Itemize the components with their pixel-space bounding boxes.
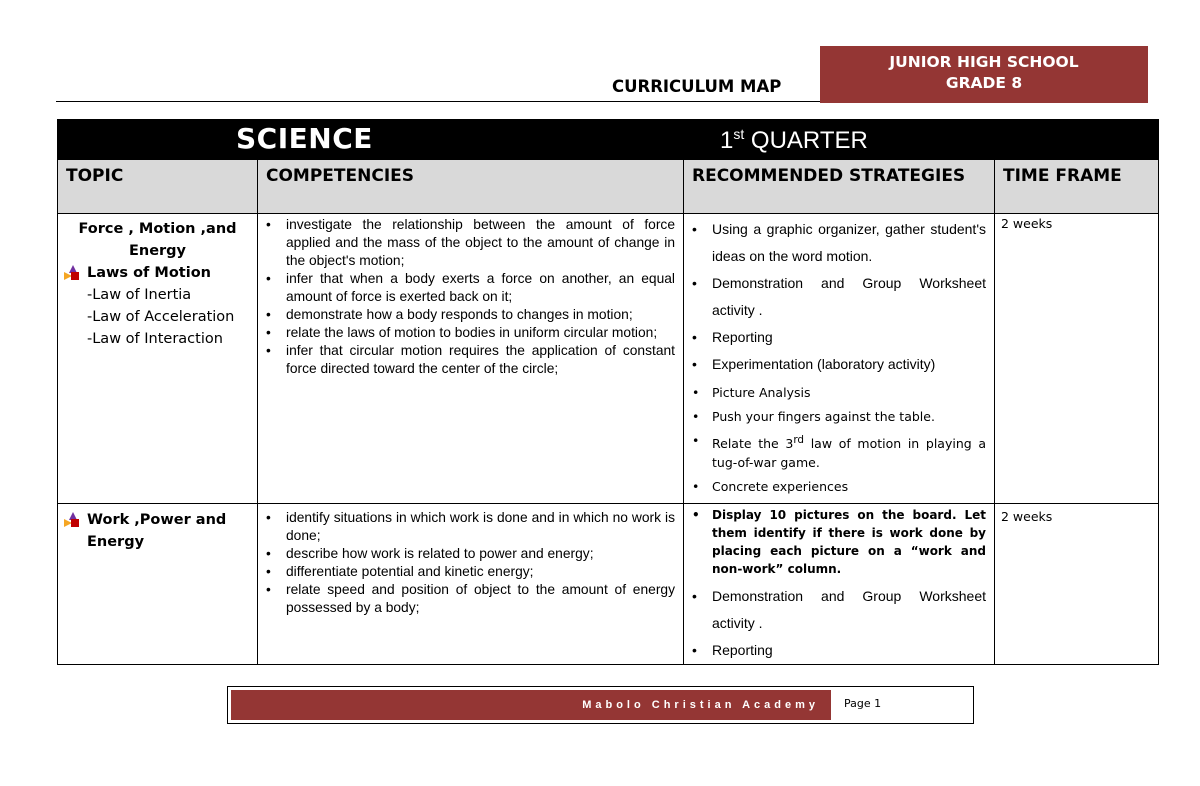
quarter-suffix: st	[733, 126, 745, 142]
strategies-cell	[684, 504, 995, 665]
table-title-row	[58, 120, 1159, 160]
strategy-item	[688, 431, 986, 472]
strategy-item: • Using a graphic organizer, gather student's ideas on the word motion.	[688, 216, 986, 270]
curriculum-table	[57, 119, 1159, 665]
strategy-item: • Concrete experiences	[688, 477, 986, 496]
quarter-number: 1	[720, 127, 734, 154]
competencies-cell	[258, 214, 684, 504]
competency-list	[286, 216, 675, 378]
strategy-relate-sup: rd	[793, 434, 805, 446]
footer	[227, 686, 974, 724]
grade-label: GRADE 8	[945, 74, 1023, 92]
competency-item: • demonstrate how a body responds to changes in motion;	[262, 306, 675, 324]
table-row	[58, 214, 1159, 504]
time-frame-cell: 2 weeks	[995, 214, 1159, 504]
document-title: CURRICULUM MAP	[612, 77, 782, 96]
strategy-item: • Display 10 pictures on the board. Let them identify if there is work done by placing each picture on a “work and non-work” column.	[688, 506, 986, 578]
topic-cell	[58, 214, 258, 504]
page-number: Page 1	[844, 697, 882, 710]
quarter-label: QUARTER	[750, 127, 868, 154]
topic-main: Force , Motion ,and Energy	[78, 221, 237, 259]
header-divider	[56, 101, 820, 102]
strategy-item: • Experimentation (laboratory activity)	[688, 351, 986, 378]
arrow-bullet-icon	[64, 512, 80, 528]
competency-item: • identify situations in which work is done and in which no work is done;	[262, 509, 675, 545]
competencies-cell	[258, 504, 684, 665]
strategy-relate-text: law of motion in playing a tug-of-war game.	[712, 436, 986, 471]
col-header-topic: TOPIC	[58, 160, 258, 214]
topic-cell	[58, 504, 258, 665]
strategy-relate-text: Relate the 3	[712, 436, 794, 452]
strategy-list	[712, 216, 986, 496]
col-header-strategies: RECOMMENDED STRATEGIES	[684, 160, 995, 214]
topic-subheading	[64, 262, 251, 284]
strategy-item: • Picture Analysis	[688, 383, 986, 402]
competency-item: • infer that when a body exerts a force on another, an equal amount of force is exerted back on it;	[262, 270, 675, 306]
competency-item: • differentiate potential and kinetic energy;	[262, 563, 675, 581]
subject-title: SCIENCE	[58, 120, 684, 160]
competency-item: • relate speed and position of object to the amount of energy possessed by a body;	[262, 581, 675, 617]
col-header-time-frame: TIME FRAME	[995, 160, 1159, 214]
topic-item: -Law of Acceleration	[87, 309, 235, 325]
strategy-item: • Demonstration and Group Worksheet activity .	[688, 270, 986, 324]
col-header-competencies: COMPETENCIES	[258, 160, 684, 214]
strategy-list	[712, 506, 986, 664]
strategy-item: • Push your fingers against the table.	[688, 407, 986, 426]
topic-subheading	[64, 509, 251, 553]
time-frame-cell: 2 weeks	[995, 504, 1159, 665]
competency-item: • relate the laws of motion to bodies in uniform circular motion;	[262, 324, 675, 342]
grade-level-box	[820, 46, 1148, 103]
school-level-label: JUNIOR HIGH SCHOOL	[889, 53, 1079, 71]
quarter-title	[684, 120, 1159, 160]
competency-item: • investigate the relationship between the amount of force applied and the mass of the object to the amount of change in the object's motion;	[262, 216, 675, 270]
topic-item: -Law of Inertia	[87, 287, 192, 303]
competency-item: • describe how work is related to power and energy;	[262, 545, 675, 563]
topic-sub-label: Laws of Motion	[87, 265, 211, 281]
table-header-row	[58, 160, 1159, 214]
footer-school-name: Mabolo Christian Academy	[231, 690, 831, 720]
strategy-item: • Reporting	[688, 324, 986, 351]
competency-item: • infer that circular motion requires the application of constant force directed toward the center of the circle;	[262, 342, 675, 378]
strategy-item: • Demonstration and Group Worksheet activity .	[688, 583, 986, 637]
competency-list	[286, 509, 675, 617]
topic-sub-label: Work ,Power and Energy	[87, 512, 227, 550]
arrow-bullet-icon	[64, 265, 80, 281]
strategies-cell	[684, 214, 995, 504]
table-row	[58, 504, 1159, 665]
topic-item: -Law of Interaction	[87, 331, 223, 347]
topic-list	[64, 284, 251, 350]
strategy-item: • Reporting	[688, 637, 986, 664]
